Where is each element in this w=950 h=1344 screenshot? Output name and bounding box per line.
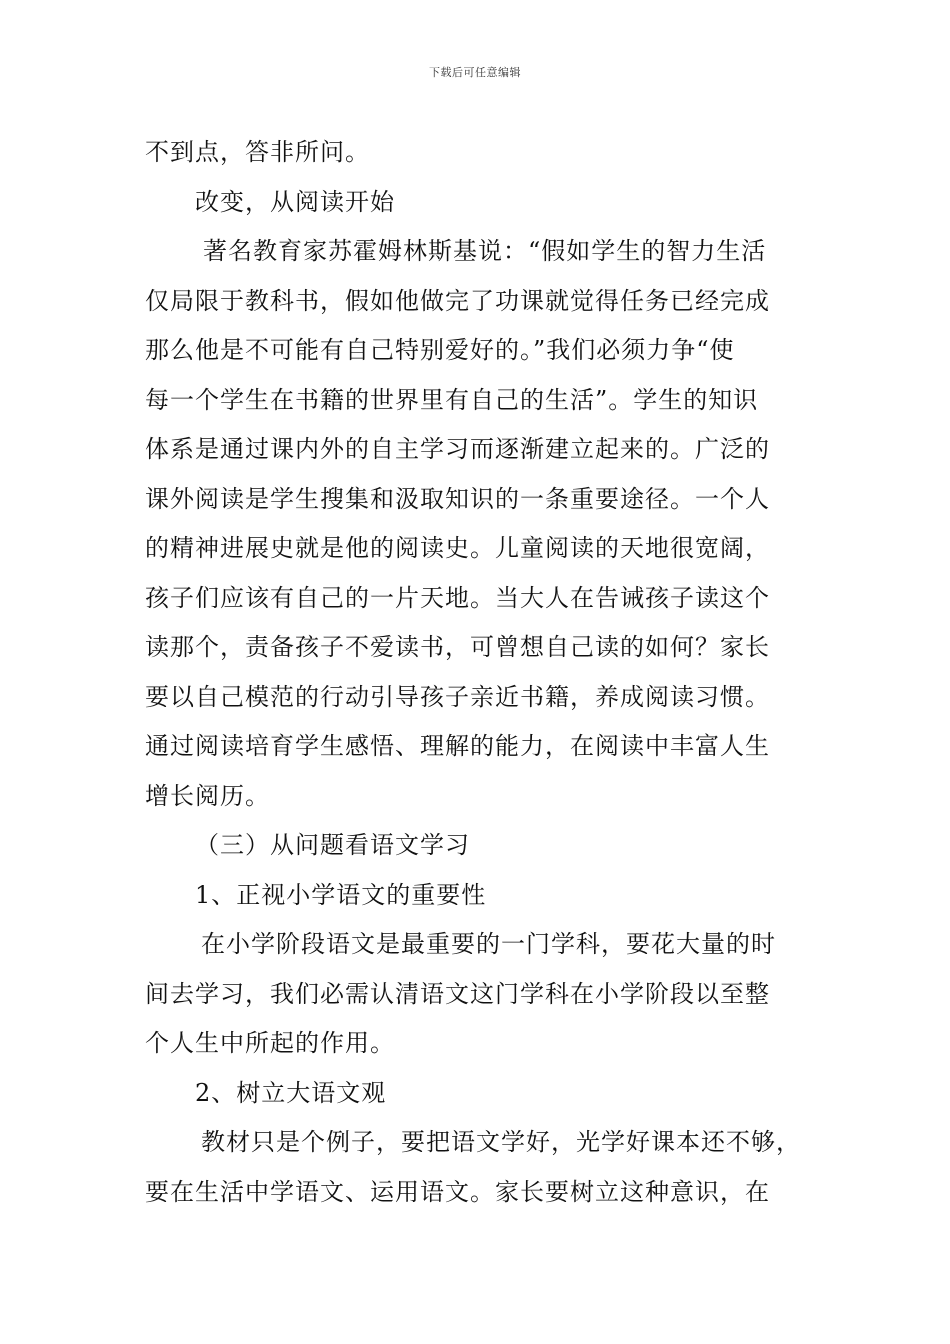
text-line: 每一个学生在书籍的世界里有自己的生活”。学生的知识 bbox=[145, 385, 759, 414]
text-line: 在小学阶段语文是最重要的一门学科，要花大量的时 bbox=[201, 930, 776, 958]
subsection-heading: 1、正视小学语文的重要性 bbox=[195, 880, 487, 909]
text-line: 那么他是不可能有自己特别爱好的。”我们必须力争“使 bbox=[145, 336, 735, 364]
text-line: 仅局限于教科书，假如他做完了功课就觉得任务已经完成 bbox=[145, 286, 770, 315]
text-line: 课外阅读是学生搜集和汲取知识的一条重要途径。一个人 bbox=[145, 484, 770, 513]
text-line: 的精神进展史就是他的阅读史。儿童阅读的天地很宽阔， bbox=[145, 534, 770, 562]
subsection-heading: 2、树立大语文观 bbox=[195, 1078, 387, 1107]
text-line: 读那个，责备孩子不爱读书，可曾想自己读的如何？家长 bbox=[145, 633, 770, 661]
text-line: 增长阅历。 bbox=[145, 781, 270, 810]
text-line: 教材只是个例子，要把语文学好，光学好课本还不够， bbox=[201, 1128, 801, 1156]
text-line: 间去学习，我们必需认清语文这门学科在小学阶段以至整 bbox=[145, 979, 770, 1008]
section-heading: 改变，从阅读开始 bbox=[195, 187, 395, 216]
text-line: 通过阅读培育学生感悟、理解的能力，在阅读中丰富人生 bbox=[145, 732, 770, 760]
document-body bbox=[145, 128, 835, 1217]
page-header: 下载后可任意编辑 bbox=[429, 66, 521, 79]
text-line: 孩子们应该有自己的一片天地。当大人在告诫孩子读这个 bbox=[145, 583, 770, 612]
text-line: 要在生活中学语文、运用语文。家长要树立这种意识，在 bbox=[145, 1177, 770, 1206]
text-line: 体系是通过课内外的自主学习而逐渐建立起来的。广泛的 bbox=[145, 435, 770, 463]
text-line: 著名教育家苏霍姆林斯基说：“假如学生的智力生活 bbox=[203, 237, 767, 265]
text-line: 个人生中所起的作用。 bbox=[145, 1029, 395, 1057]
section-heading: （三）从问题看语文学习 bbox=[195, 831, 470, 859]
text-line: 不到点，答非所问。 bbox=[145, 138, 370, 166]
text-line: 要以自己模范的行动引导孩子亲近书籍，养成阅读习惯。 bbox=[145, 682, 770, 711]
